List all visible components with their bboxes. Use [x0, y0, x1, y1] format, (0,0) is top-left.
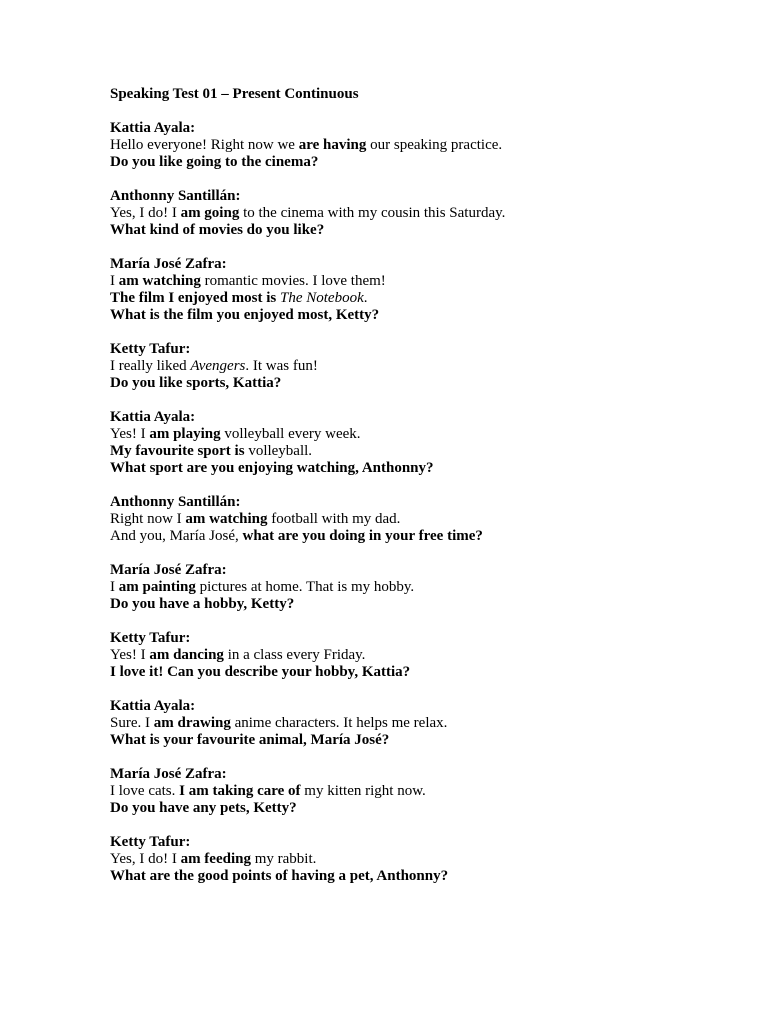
bold-text: am drawing	[153, 715, 231, 731]
dialogue-entry	[110, 409, 730, 477]
dialogue-line	[110, 273, 730, 290]
bold-text: Do you have any pets, Ketty?	[110, 800, 297, 816]
text-run: Yes! I	[110, 426, 150, 442]
speaker-name: María José Zafra:	[110, 562, 227, 578]
text-run: my rabbit.	[250, 851, 317, 867]
italic-text: Avengers	[190, 358, 246, 374]
text-run: Right now I	[110, 511, 186, 527]
italic-text: The Notebook	[280, 290, 364, 306]
dialogue-line	[110, 375, 730, 392]
dialogue-line	[110, 307, 730, 324]
text-run: in a class every Friday.	[223, 647, 366, 663]
dialogue-entry	[110, 630, 730, 681]
text-run: Yes! I	[110, 647, 150, 663]
bold-text: am playing	[149, 426, 221, 442]
bold-text: I love it! Can you describe your hobby, Kattia?	[110, 664, 411, 680]
dialogue	[110, 120, 730, 885]
document-title: Speaking Test 01 – Present Continuous	[110, 86, 359, 102]
dialogue-entry	[110, 494, 730, 545]
dialogue-entry	[110, 341, 730, 392]
text-run: I really liked	[110, 358, 191, 374]
text-run: I	[110, 579, 119, 595]
speaker-name: Ketty Tafur:	[110, 834, 191, 850]
speaker-name: Kattia Ayala:	[110, 120, 196, 136]
dialogue-line	[110, 596, 730, 613]
bold-text: am painting	[118, 579, 196, 595]
dialogue-line	[110, 358, 730, 375]
speaker-name: Kattia Ayala:	[110, 698, 196, 714]
text-run: And you, María José,	[110, 528, 243, 544]
document-page	[110, 86, 730, 902]
bold-text: What is your favourite animal, María José?	[110, 732, 390, 748]
bold-text: Do you like going to the cinema?	[110, 154, 319, 170]
bold-text: What are the good points of having a pet, Anthonny?	[110, 868, 449, 884]
text-run: romantic movies. I love them!	[200, 273, 386, 289]
dialogue-line	[110, 426, 730, 443]
speaker-name: María José Zafra:	[110, 766, 227, 782]
dialogue-line	[110, 783, 730, 800]
text-run: anime characters. It helps me relax.	[230, 715, 448, 731]
bold-text: what are you doing in your free time?	[242, 528, 483, 544]
text-run: our speaking practice.	[366, 137, 503, 153]
text-run: .	[363, 290, 368, 306]
bold-text: Do you have a hobby, Ketty?	[110, 596, 295, 612]
dialogue-entry	[110, 766, 730, 817]
text-run: volleyball.	[244, 443, 313, 459]
speaker-name: María José Zafra:	[110, 256, 227, 272]
dialogue-line	[110, 460, 730, 477]
bold-text: I am taking care of	[179, 783, 301, 799]
bold-text: My favourite sport is	[110, 443, 245, 459]
dialogue-entry	[110, 120, 730, 171]
dialogue-line	[110, 443, 730, 460]
speaker-name: Ketty Tafur:	[110, 341, 191, 357]
bold-text: am dancing	[149, 647, 224, 663]
dialogue-entry	[110, 834, 730, 885]
text-run: Sure. I	[110, 715, 154, 731]
text-run: I	[110, 273, 119, 289]
dialogue-line	[110, 137, 730, 154]
dialogue-line	[110, 154, 730, 171]
dialogue-line	[110, 664, 730, 681]
dialogue-line	[110, 205, 730, 222]
dialogue-line	[110, 528, 730, 545]
bold-text: Do you like sports, Kattia?	[110, 375, 282, 391]
text-run: to the cinema with my cousin this Saturday.	[239, 205, 506, 221]
bold-text: The film I enjoyed most is	[110, 290, 280, 306]
dialogue-entry	[110, 562, 730, 613]
bold-text: am feeding	[180, 851, 251, 867]
text-run: Yes, I do! I	[110, 205, 181, 221]
bold-text: What kind of movies do you like?	[110, 222, 325, 238]
text-run: Yes, I do! I	[110, 851, 181, 867]
dialogue-entry	[110, 256, 730, 324]
dialogue-line	[110, 715, 730, 732]
bold-text: am watching	[118, 273, 201, 289]
text-run: Hello everyone! Right now we	[110, 137, 299, 153]
bold-text: What sport are you enjoying watching, Anthonny?	[110, 460, 434, 476]
dialogue-line	[110, 732, 730, 749]
speaker-name: Anthonny Santillán:	[110, 494, 241, 510]
dialogue-entry	[110, 188, 730, 239]
text-run: volleyball every week.	[220, 426, 361, 442]
bold-text: What is the film you enjoyed most, Ketty?	[110, 307, 380, 323]
dialogue-line	[110, 647, 730, 664]
dialogue-entry	[110, 698, 730, 749]
bold-text: am watching	[185, 511, 268, 527]
speaker-name: Ketty Tafur:	[110, 630, 191, 646]
bold-text: are having	[298, 137, 367, 153]
bold-text: am going	[180, 205, 240, 221]
dialogue-line	[110, 579, 730, 596]
dialogue-line	[110, 222, 730, 239]
dialogue-line	[110, 851, 730, 868]
dialogue-line	[110, 290, 730, 307]
text-run: my kitten right now.	[300, 783, 426, 799]
dialogue-line	[110, 868, 730, 885]
dialogue-line	[110, 800, 730, 817]
speaker-name: Kattia Ayala:	[110, 409, 196, 425]
text-run: football with my dad.	[267, 511, 401, 527]
text-run: . It was fun!	[245, 358, 318, 374]
dialogue-line	[110, 511, 730, 528]
speaker-name: Anthonny Santillán:	[110, 188, 241, 204]
text-run: pictures at home. That is my hobby.	[195, 579, 415, 595]
text-run: I love cats.	[110, 783, 180, 799]
